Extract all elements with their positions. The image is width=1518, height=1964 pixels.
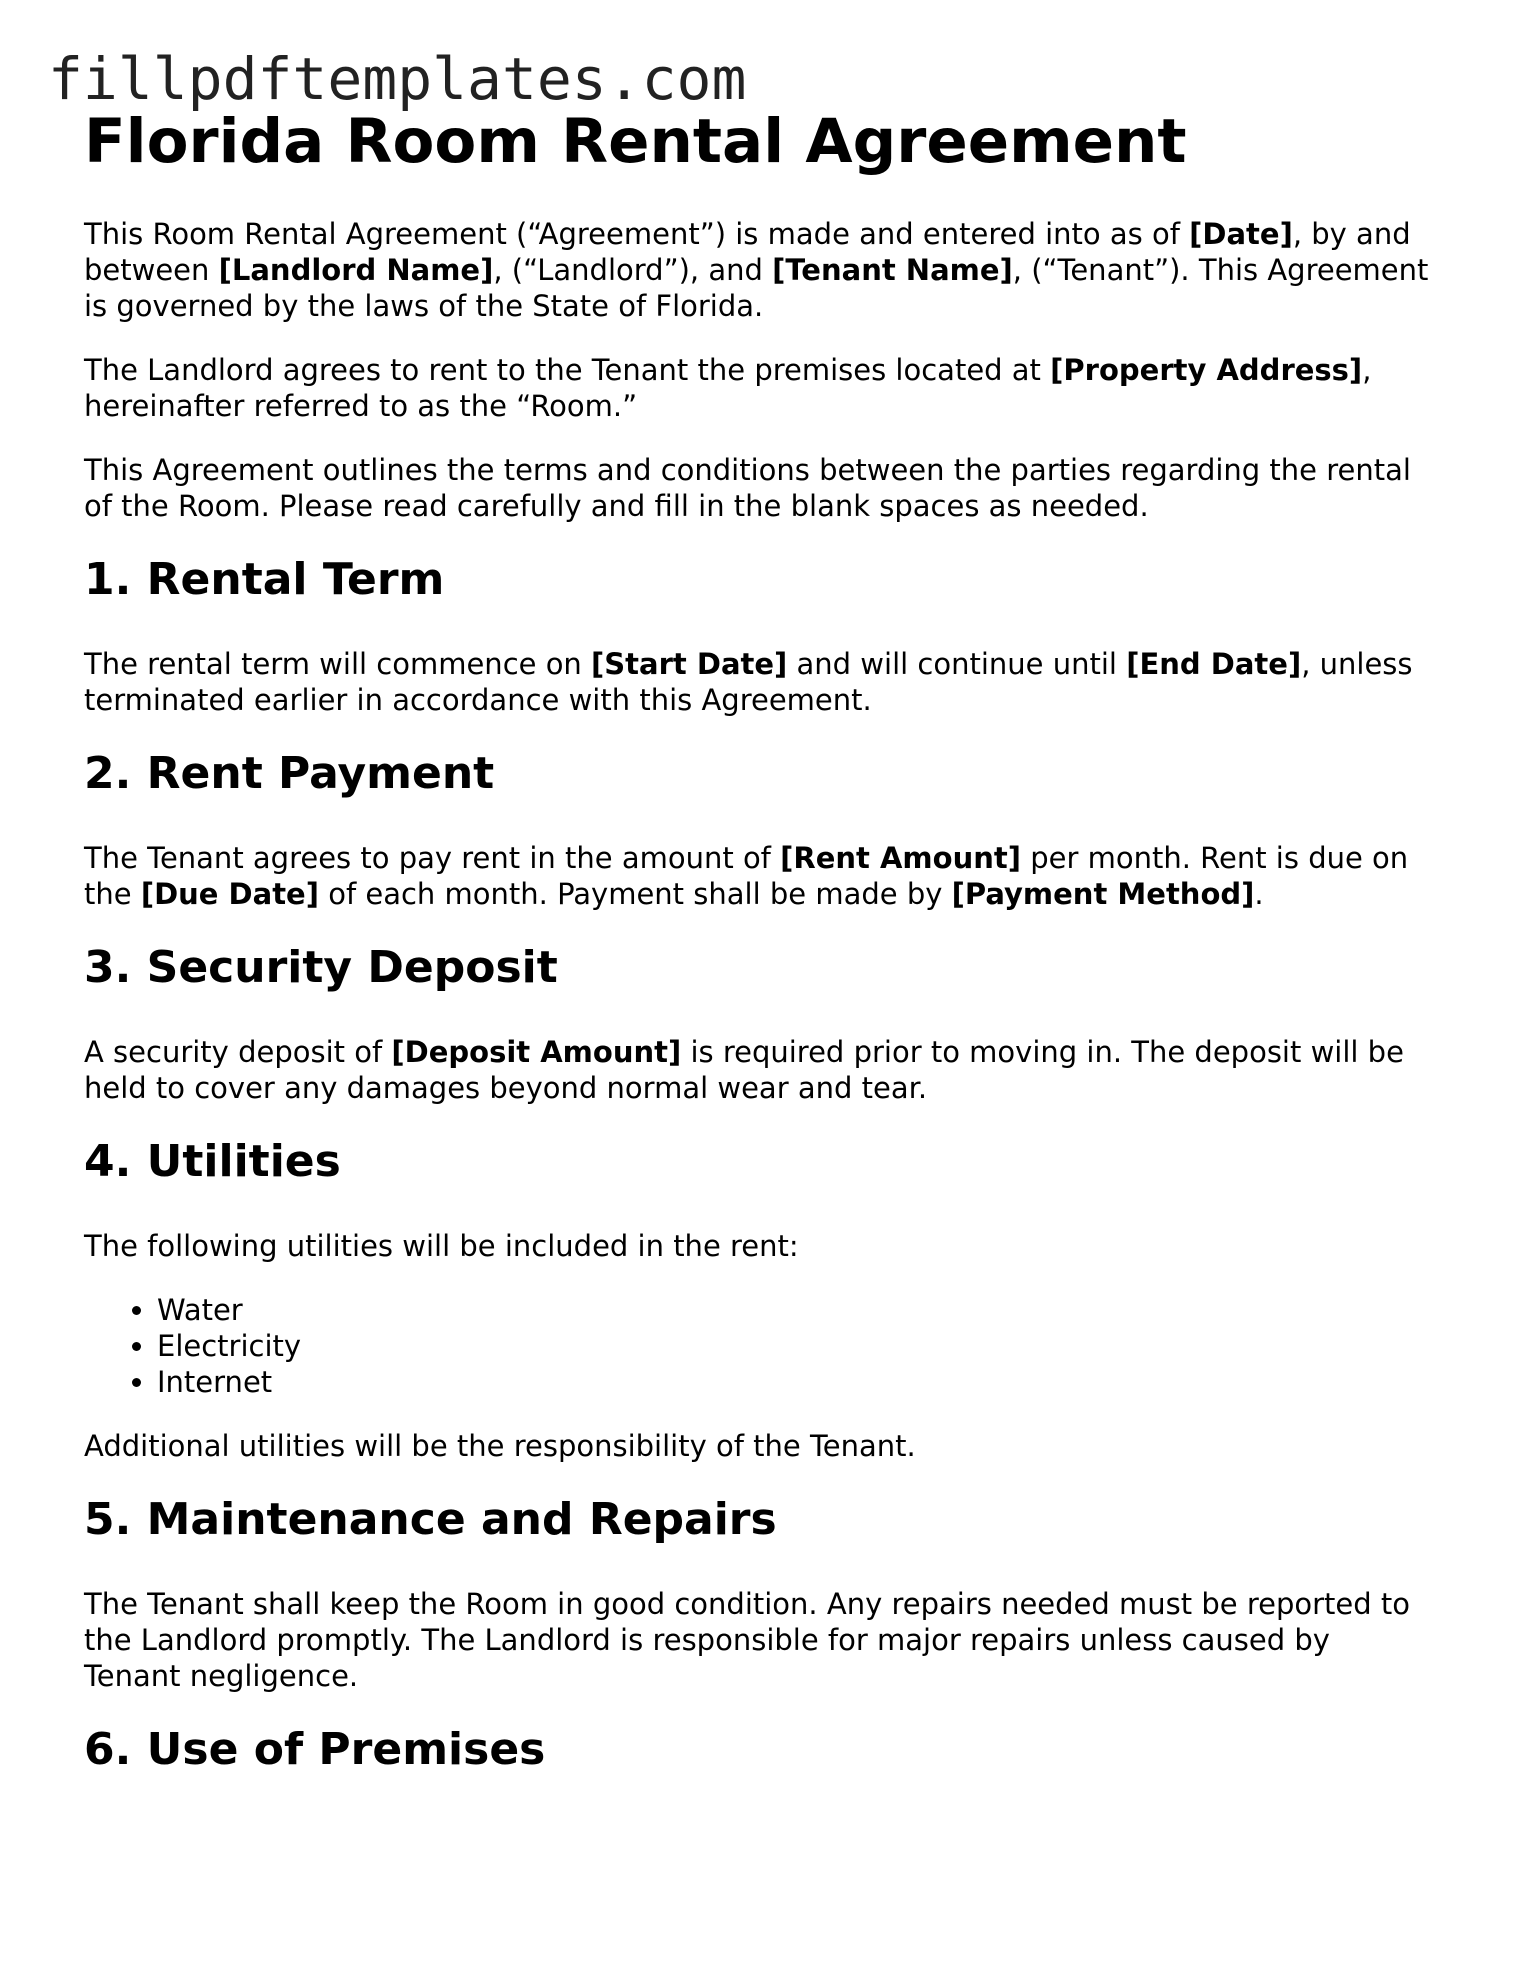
tenant-name-placeholder: [Tenant Name] [772,253,1013,287]
list-item: • Electricity [157,1328,1434,1364]
premises-text-2: , hereinafter referred to as the “Room.” [84,353,1372,423]
premises-text-1: The Landlord agrees to rent to the Tenant the premises located at [84,353,1051,387]
rent-payment-text-3: of each month. Payment shall be made by [318,877,952,911]
section-heading-rent-payment: 2. Rent Payment [84,748,495,799]
rental-term-paragraph [84,646,1434,718]
document-body [84,104,1434,1816]
rental-term-text-3: , unless terminated earlier in accordance with this Agreement. [84,647,1413,717]
watermark: fillpdftemplates.com [48,45,747,113]
intro-text-4: , (“Tenant”). This Agreement is governed by the laws of the State of Florida. [84,253,1429,323]
list-item: • Water [157,1292,1434,1328]
section-heading-maintenance: 5. Maintenance and Repairs [84,1494,777,1545]
intro-paragraph-parties [84,216,1434,324]
rental-term-text-2: and will continue until [787,647,1127,681]
rental-term-text-1: The rental term will commence on [84,647,592,681]
list-item: • Internet [157,1364,1434,1400]
rent-payment-text-1: The Tenant agrees to pay rent in the amount of [84,841,781,875]
rent-payment-text-4: . [1254,877,1264,911]
rent-amount-placeholder: [Rent Amount] [780,841,1021,875]
landlord-name-placeholder: [Landlord Name] [218,253,494,287]
intro-paragraph-premises [84,352,1434,424]
section-heading-rental-term: 1. Rental Term [84,554,445,605]
start-date-placeholder: [Start Date] [591,647,788,681]
utilities-list [84,1292,1434,1400]
intro-text-2: , by and between [84,217,1411,287]
intro-text-1: This Room Rental Agreement (“Agreement”) is made and entered into as of [84,217,1190,251]
utilities-intro: The following utilities will be included in the rent: [84,1229,799,1263]
security-deposit-paragraph [84,1034,1434,1106]
deposit-amount-placeholder: [Deposit Amount] [391,1035,682,1069]
section-heading-security-deposit: 3. Security Deposit [84,942,558,993]
date-placeholder: [Date] [1189,217,1293,251]
intro-paragraph-terms: This Agreement outlines the terms and conditions between the parties regarding the rental of the Room. Please read carefully and fill in the blank spaces as needed. [84,453,1411,523]
intro-text-3: , (“Landlord”), and [493,253,773,287]
section-heading-use-of-premises: 6. Use of Premises [84,1724,546,1775]
property-address-placeholder: [Property Address] [1050,353,1363,387]
due-date-placeholder: [Due Date] [140,877,319,911]
utilities-outro: Additional utilities will be the responsibility of the Tenant. [84,1429,916,1463]
deposit-text-2: is required prior to moving in. The deposit will be held to cover any damages beyond normal wear and tear. [84,1035,1404,1105]
maintenance-paragraph: The Tenant shall keep the Room in good condition. Any repairs needed must be reported to the Landlord promptly. The Landlord is responsible for major repairs unless caused by Tenant negligence. [84,1587,1410,1693]
deposit-text-1: A security deposit of [84,1035,392,1069]
document-title: Florida Room Rental Agreement [84,106,1187,177]
rent-payment-text-2: per month. Rent is due on the [84,841,1409,911]
payment-method-placeholder: [Payment Method] [951,877,1255,911]
section-heading-utilities: 4. Utilities [84,1136,341,1187]
end-date-placeholder: [End Date] [1126,647,1302,681]
rent-payment-paragraph [84,840,1434,912]
